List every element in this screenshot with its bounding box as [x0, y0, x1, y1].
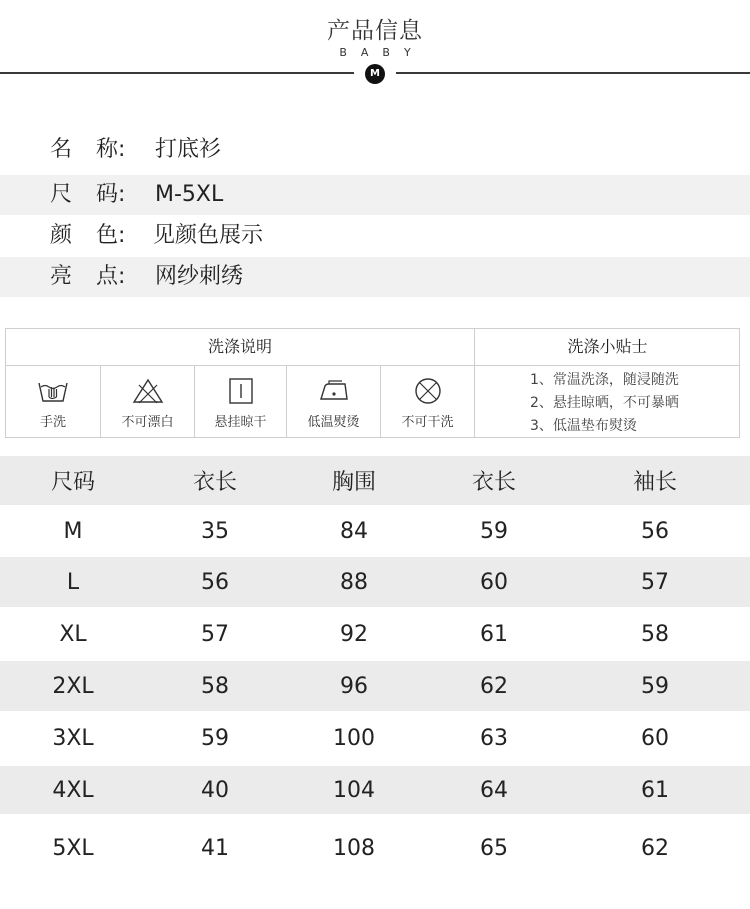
size-cell: 108 — [333, 835, 375, 861]
subtitle-letter: B — [382, 46, 390, 59]
wash-item — [195, 366, 286, 438]
no-bleach-icon — [132, 377, 164, 405]
size-table-row — [0, 814, 750, 882]
wash-item-label: 手洗 — [39, 415, 66, 430]
hand-wash-icon — [37, 377, 69, 405]
info-key-char: 名 — [50, 137, 73, 162]
size-cell: 2XL — [52, 673, 94, 699]
wash-tip: 1、常温洗涤，随浸随洗 — [530, 372, 679, 388]
size-cell: 4XL — [52, 777, 94, 803]
size-cell: 61 — [641, 777, 669, 803]
size-cell: 57 — [201, 621, 229, 647]
size-header-cell: 胸围 — [331, 470, 376, 495]
info-row-size — [0, 175, 750, 215]
wash-tip: 2、悬挂晾晒，不可暴晒 — [530, 395, 679, 411]
size-table-row — [0, 557, 750, 607]
size-cell: 58 — [641, 621, 669, 647]
size-cell: 62 — [641, 835, 669, 861]
size-table-row — [0, 661, 750, 711]
wash-item-label: 不可干洗 — [401, 415, 454, 430]
size-cell: 64 — [480, 777, 508, 803]
size-cell: 65 — [480, 835, 508, 861]
info-key-char: 颜 — [50, 223, 73, 248]
wash-item-label: 不可漂白 — [121, 415, 174, 430]
wash-item — [287, 366, 380, 438]
info-row-color — [0, 216, 750, 256]
size-cell: 56 — [201, 569, 229, 595]
wash-care-box — [5, 328, 740, 438]
size-cell: 88 — [340, 569, 368, 595]
size-cell: 35 — [201, 518, 229, 544]
size-cell: 96 — [340, 673, 368, 699]
size-cell: XL — [59, 621, 87, 647]
wash-tip: 3、低温垫布熨烫 — [530, 418, 637, 434]
size-table-row — [0, 766, 750, 814]
info-key — [50, 175, 125, 215]
size-cell: 63 — [480, 726, 508, 751]
size-cell: 59 — [201, 726, 229, 751]
size-cell: 59 — [641, 673, 669, 699]
size-table-header — [0, 456, 750, 505]
info-value: M-5XL — [155, 182, 224, 207]
size-cell: 40 — [201, 777, 229, 803]
size-cell: 60 — [641, 726, 669, 751]
size-cell: 92 — [340, 621, 368, 647]
size-cell: 58 — [201, 673, 229, 699]
info-value: 打底衫 — [155, 137, 222, 162]
size-cell: 62 — [480, 673, 508, 699]
info-key-char: 尺 — [50, 182, 73, 207]
info-key — [50, 216, 125, 256]
size-cell: 104 — [333, 777, 375, 803]
subtitle-letter: A — [360, 46, 369, 59]
info-row-name — [0, 130, 750, 170]
size-header-cell: 衣长 — [471, 470, 516, 495]
size-table-row — [0, 505, 750, 557]
size-cell: 100 — [333, 726, 375, 751]
size-cell: 84 — [340, 518, 368, 544]
header-badge: M — [365, 64, 385, 84]
size-table-row — [0, 607, 750, 661]
size-cell: 60 — [480, 569, 508, 595]
subtitle-letter: Y — [403, 46, 411, 59]
info-key — [50, 130, 125, 170]
wash-item-label: 低温熨烫 — [307, 415, 360, 430]
size-cell: 59 — [480, 518, 508, 544]
size-cell: 3XL — [52, 726, 94, 751]
page-title: 产品信息 — [327, 18, 423, 44]
wash-item — [101, 366, 194, 438]
size-table-row — [0, 711, 750, 766]
size-cell: 61 — [480, 621, 508, 647]
size-header-cell: 尺码 — [50, 470, 95, 495]
size-cell: L — [66, 569, 80, 595]
info-key-char: 点: — [96, 264, 126, 289]
wash-item — [381, 366, 474, 438]
info-key-char: 称: — [96, 137, 126, 162]
header-divider-left — [0, 72, 354, 74]
wash-item-label: 悬挂晾干 — [214, 415, 267, 430]
wash-item — [6, 366, 100, 438]
info-key-char: 亮 — [50, 264, 73, 289]
low-iron-icon — [318, 377, 350, 405]
wash-tips-title: 洗涤小贴士 — [567, 337, 648, 356]
hang-dry-icon — [225, 377, 257, 405]
size-header-cell: 衣长 — [192, 470, 237, 495]
header-divider-right — [396, 72, 750, 74]
size-cell: M — [63, 518, 83, 544]
no-dry-clean-icon — [412, 377, 444, 405]
page-subtitle — [0, 46, 750, 59]
info-key-char: 码: — [96, 182, 126, 207]
wash-tips — [530, 369, 679, 438]
size-cell: 57 — [641, 569, 669, 595]
size-cell: 41 — [201, 835, 229, 861]
size-header-cell: 袖长 — [632, 470, 677, 495]
info-value: 网纱刺绣 — [155, 264, 244, 289]
info-key — [50, 257, 125, 297]
wash-instructions-title: 洗涤说明 — [207, 337, 272, 356]
info-row-highlight — [0, 257, 750, 297]
info-key-char: 色: — [96, 223, 126, 248]
subtitle-letter: B — [339, 46, 347, 59]
size-cell: 56 — [641, 518, 669, 544]
size-cell: 5XL — [52, 835, 94, 861]
info-value: 见颜色展示 — [153, 223, 264, 248]
